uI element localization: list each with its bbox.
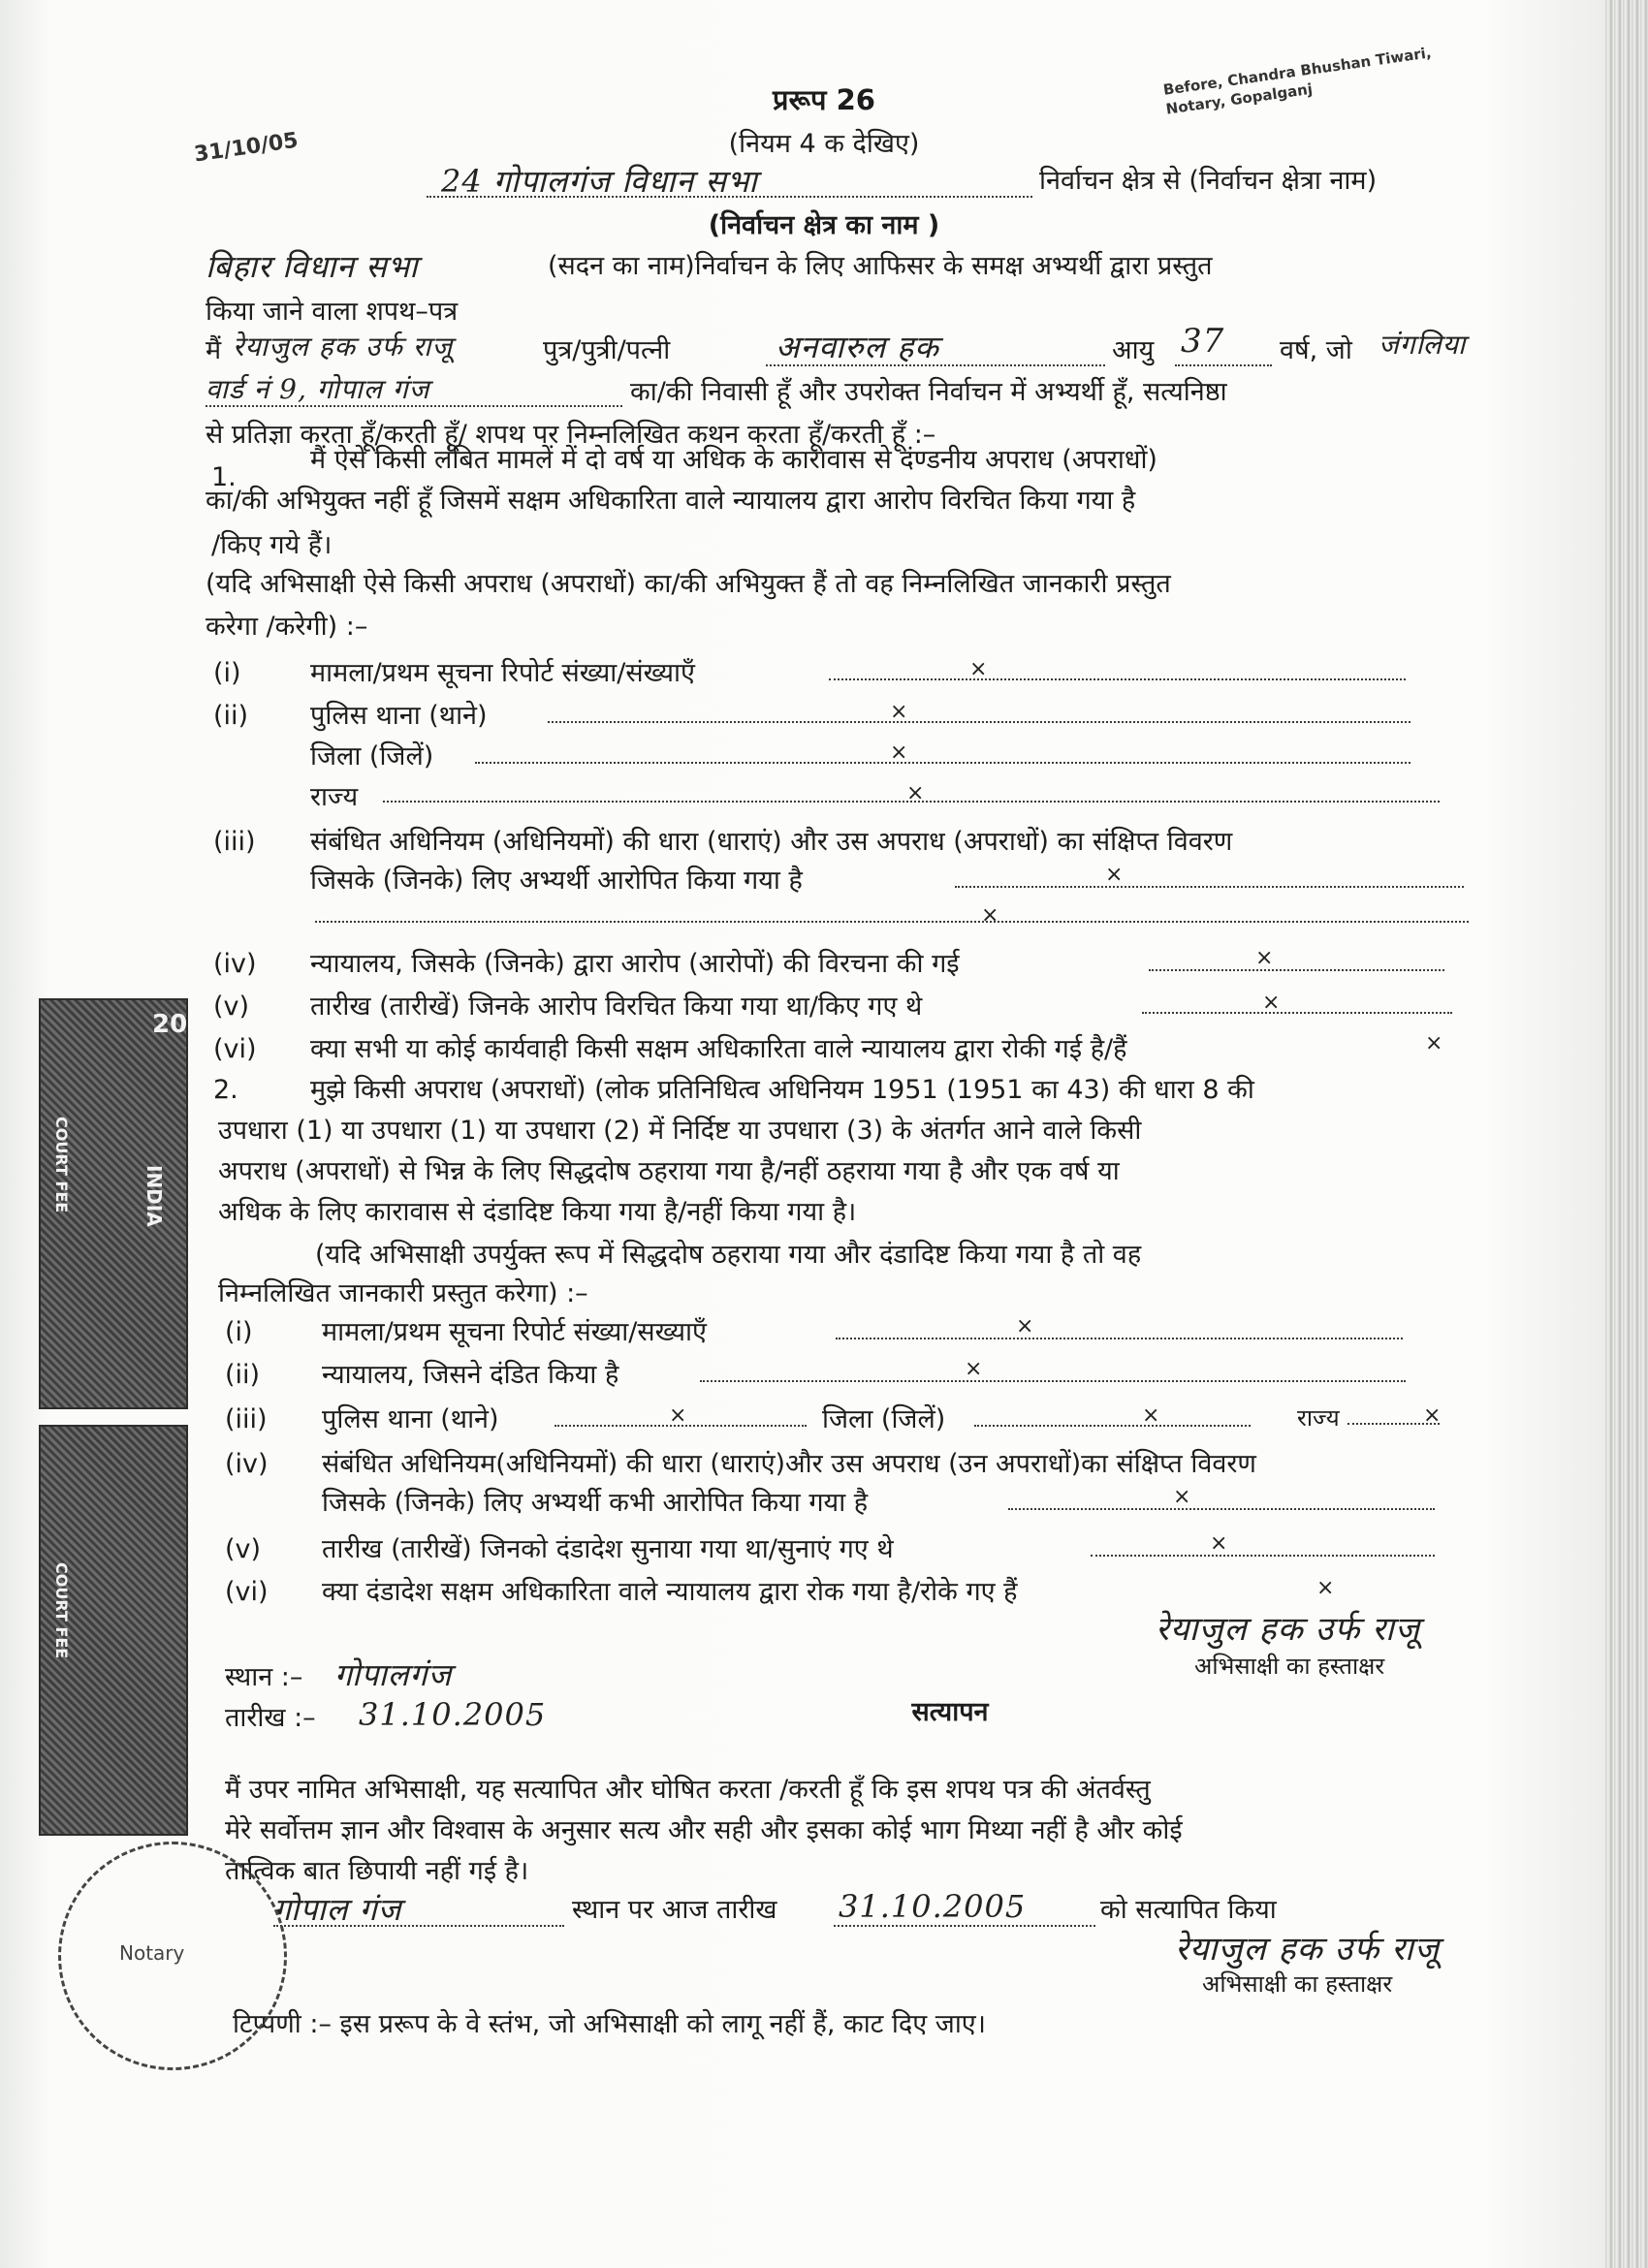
s1-item-iii-line2	[315, 921, 1469, 923]
s2-item-v-line	[1091, 1555, 1435, 1557]
deponent-name: रेयाजुल हक उर्फ राजू	[233, 331, 454, 362]
s2-state-text: राज्य	[1297, 1404, 1340, 1432]
verify-end: को सत्यापित किया	[1100, 1895, 1277, 1925]
section1-line1: मैं ऐसे किसी लंबित मामलें में दो वर्ष या अधिक के कारावास से दंण्डनीय अपराध (अपराधों)	[310, 445, 1157, 475]
s2-item-iv-num: (iv)	[225, 1449, 269, 1479]
s2-item-vi-cross: ×	[1316, 1576, 1335, 1600]
s2-item-v-text: तारीख (तारीखें) जिनको दंडादेश सुनाया गया था/सुनाएं गए थे	[322, 1534, 894, 1564]
date-label: तारीख :–	[225, 1703, 316, 1733]
paper-edge	[1605, 0, 1648, 2268]
affidavit-line: किया जाने वाला शपथ–पत्र	[206, 297, 459, 327]
section1-number: 1.	[211, 462, 237, 492]
verify-mid: स्थान पर आज तारीख	[572, 1895, 777, 1925]
intro-i: मैं	[206, 335, 222, 365]
s2-item-iii-text: पुलिस थाना (थाने)	[322, 1404, 499, 1434]
section1-line3: /किए गये हैं।	[211, 530, 333, 560]
constituency-line	[427, 196, 1032, 198]
verify-place-line	[273, 1925, 564, 1927]
stamp-text-2: COURT FEE	[52, 1117, 71, 1213]
notary-seal	[58, 1842, 287, 2070]
s2-item-ii-text: न्यायालय, जिसने दंडित किया है	[322, 1360, 619, 1390]
s2-item-iv-text2: जिसके (जिनके) लिए अभ्यर्थी कभी आरोपित किया गया है	[322, 1488, 869, 1518]
seal-text: Notary	[119, 1941, 185, 1965]
place-value: गोपालगंज	[334, 1656, 453, 1693]
place-label: स्थान :–	[225, 1662, 303, 1692]
section1-line2: का/की अभियुक्त नहीं हूँ जिसमें सक्षम अधिकारिता वाले न्यायालय द्वारा आरोप विरचित किया गया है	[206, 486, 1136, 516]
s1-item-iii-num: (iii)	[213, 827, 256, 857]
s2-item-iv-text1: संबंधित अधिनियम(अधिनियमों) की धारा (धाराएं)और उस अपराध (उन अपराधों)का संक्षिप्त विवरण	[322, 1449, 1256, 1479]
s1-item-iii-cross2: ×	[981, 903, 999, 928]
section1-line5: करेगा /करेगी) :–	[206, 612, 368, 642]
father-line	[766, 364, 1105, 366]
verify-date-line	[834, 1925, 1095, 1927]
s2-item-v-cross: ×	[1210, 1531, 1228, 1556]
s1-item-iv-cross: ×	[1255, 946, 1274, 970]
s1-item-i-cross: ×	[969, 657, 988, 681]
section2-line6: निम्नलिखित जानकारी प्रस्तुत करेगा) :–	[218, 1278, 588, 1308]
s2-item-iv-cross: ×	[1173, 1485, 1191, 1509]
father-name: अनवारुल हक	[776, 329, 939, 365]
house-handwritten: बिहार विधान सभा	[206, 248, 419, 285]
corner-serial-stamp: 31/10/05	[192, 128, 301, 168]
residence-value: वार्ड नं 9, गोपाल गंज	[206, 373, 430, 405]
s2-item-i-text: मामला/प्रथम सूचना रिपोर्ट संख्या/सख्याएँ	[322, 1317, 707, 1347]
s1-state-cross: ×	[906, 781, 925, 805]
constituency-suffix: निर्वाचन क्षेत्र से (निर्वाचन क्षेत्रा नाम)	[1039, 166, 1378, 196]
s2-item-i-cross: ×	[1016, 1314, 1034, 1339]
notary-stamp: Before, Chandra Bhushan Tiwari, Notary, Gopalganj	[1161, 44, 1433, 118]
section2-line4: अधिक के लिए कारावास से दंडादिष्ट किया गया है/नहीं किया गया है।	[218, 1197, 857, 1227]
rule-reference: (नियम 4 क देखिए)	[728, 129, 920, 159]
court-fee-stamp-1	[39, 998, 188, 1409]
constituency-handwritten: 24 गोपालगंज विधान सभा	[441, 163, 758, 200]
intro-year: वर्ष, जो	[1280, 335, 1352, 365]
s1-item-iii-text2: जिसके (जिनके) लिए अभ्यर्थी आरोपित किया गया है	[310, 866, 803, 896]
deponent-signature: रेयाजुल हक उर्फ राजू	[1156, 1610, 1421, 1649]
s1-item-vi-text: क्या सभी या कोई कार्यवाही किसी सक्षम अधिकारिता वाले न्यायालय द्वारा रोकी गई है/हैं	[310, 1034, 1127, 1064]
s1-item-iii-cross1: ×	[1105, 863, 1124, 887]
form-title: प्ररूप 26	[773, 83, 875, 116]
s2-district-line	[974, 1425, 1251, 1427]
date-value: 31.10.2005	[359, 1696, 547, 1733]
village-value: जंगलिया	[1379, 329, 1467, 361]
section2-number: 2.	[213, 1075, 238, 1105]
verify-signature: रेयाजुल हक उर्फ राजू	[1175, 1930, 1441, 1969]
house-suffix: (सदन का नाम)निर्वाचन के लिए आफिसर के समक्ष अभ्यर्थी द्वारा प्रस्तुत	[548, 251, 1213, 281]
verification-line2: मेरे सर्वोत्तम ज्ञान और विश्वास के अनुसार सत्य और सही और इसका कोई भाग मिथ्या नहीं है और कोई	[225, 1815, 1183, 1845]
s2-district-cross: ×	[1142, 1403, 1160, 1428]
s1-item-v-line	[1142, 1012, 1452, 1014]
s1-item-vi-num: (vi)	[213, 1034, 257, 1064]
s1-district-cross: ×	[890, 740, 908, 765]
s1-item-ii-cross: ×	[890, 700, 908, 724]
s1-item-v-cross: ×	[1262, 991, 1281, 1015]
s2-district-text: जिला (जिलें)	[822, 1404, 946, 1434]
s1-item-v-text: तारीख (तारीखें) जिनके आरोप विरचित किया गया था/किए गए थे	[310, 992, 923, 1022]
stamp-value: 20	[152, 1010, 188, 1039]
s2-item-vi-num: (vi)	[225, 1577, 269, 1607]
s1-item-iii-line1	[955, 886, 1464, 888]
signature-caption: अभिसाक्षी का हस्ताक्षर	[1194, 1653, 1385, 1680]
verification-title: सत्यापन	[911, 1697, 989, 1727]
s2-item-ii-num: (ii)	[225, 1360, 261, 1390]
s2-item-ii-cross: ×	[965, 1357, 983, 1381]
section2-line3: अपराध (अपराधों) से भिन्न के लिए सिद्धदोष ठहराया गया है/नहीं ठहराया गया है और एक वर्ष या	[218, 1156, 1120, 1186]
section1-line4: (यदि अभिसाक्षी ऐसे किसी अपराध (अपराधों) का/की अभियुक्त हैं तो वह निम्नलिखित जानकारी प्रस्तुत	[206, 569, 1171, 599]
s1-item-iv-line	[1149, 969, 1444, 971]
s1-item-iv-text: न्यायालय, जिसके (जिनके) द्वारा आरोप (आरोपों) की विरचना की गई	[310, 949, 960, 979]
s1-item-i-text: मामला/प्रथम सूचना रिपोर्ट संख्या/संख्याएँ	[310, 658, 695, 688]
s2-item-i-num: (i)	[225, 1317, 253, 1347]
constituency-caption: (निर्वाचन क्षेत्र का नाम )	[708, 210, 940, 240]
s1-item-vi-cross: ×	[1425, 1031, 1443, 1055]
s2-item-ii-line	[700, 1380, 1406, 1382]
s2-item-iv-line	[1008, 1508, 1435, 1510]
s1-district-text: जिला (जिलें)	[310, 741, 434, 772]
intro-relation: पुत्र/पुत्री/पत्नी	[543, 335, 671, 365]
verification-line3: तात्विक बात छिपायी नहीं गई है।	[225, 1856, 529, 1886]
s1-state-text: राज्य	[310, 782, 359, 812]
section2-line5: (यदि अभिसाक्षी उपर्युक्त रूप में सिद्धदोष ठहराया गया और दंडादिष्ट किया गया है तो वह	[315, 1240, 1142, 1270]
s1-item-i-line	[829, 678, 1406, 680]
s1-item-ii-text: पुलिस थाना (थाने)	[310, 701, 488, 731]
stamp2-text: COURT FEE	[52, 1562, 71, 1659]
s2-item-v-num: (v)	[225, 1534, 262, 1564]
age-line	[1175, 364, 1272, 366]
residence-line	[206, 405, 622, 407]
intro-age: आयु	[1112, 335, 1155, 365]
s2-item-iii-num: (iii)	[225, 1404, 268, 1434]
section2-line1: मुझे किसी अपराध (अपराधों) (लोक प्रतिनिधित्व अधिनियम 1951 (1951 का 43) की धारा 8 की	[310, 1075, 1254, 1105]
s2-station-cross: ×	[669, 1403, 687, 1428]
section2-line2: उपधारा (1) या उपधारा (1) या उपधारा (2) में निर्दिष्ट या उपधारा (3) के अंतर्गत आने वाले किसी	[218, 1116, 1142, 1146]
s2-item-i-line	[836, 1338, 1403, 1339]
age-value: 37	[1181, 322, 1225, 361]
intro-oath: से प्रतिज्ञा करता हूँ/करती हूँ/ शपथ पर निम्नलिखित कथन करता हूँ/करती हूँ :–	[206, 420, 936, 450]
intro-resident: का/की निवासी हूँ और उपरोक्त निर्वाचन में अभ्यर्थी हूँ, सत्यनिष्ठा	[630, 377, 1227, 407]
stamp-text: INDIA	[143, 1165, 166, 1227]
s2-item-vi-text: क्या दंडादेश सक्षम अधिकारिता वाले न्यायालय द्वारा रोक गया है/रोके गए हैं	[322, 1577, 1018, 1607]
s1-item-ii-num: (ii)	[213, 701, 249, 731]
s2-state-cross: ×	[1423, 1403, 1442, 1428]
s1-item-iv-num: (iv)	[213, 949, 257, 979]
signature-caption-2: अभिसाक्षी का हस्ताक्षर	[1202, 1970, 1393, 1998]
s1-item-iii-text1: संबंधित अधिनियम (अधिनियमों) की धारा (धाराएं) और उस अपराध (अपराधों) का संक्षिप्त विवरण	[310, 827, 1233, 857]
verify-place: गोपाल गंज	[273, 1891, 402, 1928]
s1-item-v-num: (v)	[213, 992, 250, 1022]
court-fee-stamp-2	[39, 1425, 188, 1836]
s1-item-i-num: (i)	[213, 658, 241, 688]
verification-line1: मैं उपर नामित अभिसाक्षी, यह सत्यापित और घोषित करता /करती हूँ कि इस शपथ पत्र की अंतर्वस्तु	[225, 1775, 1151, 1805]
verify-date: 31.10.2005	[839, 1888, 1027, 1925]
s1-district-line	[475, 762, 1410, 764]
footer-note: टिप्पणी :– इस प्ररूप के वे स्तंभ, जो अभिसाक्षी को लागू नहीं हैं, काट दिए जाए।	[233, 2009, 986, 2039]
s1-item-ii-line	[548, 721, 1410, 723]
